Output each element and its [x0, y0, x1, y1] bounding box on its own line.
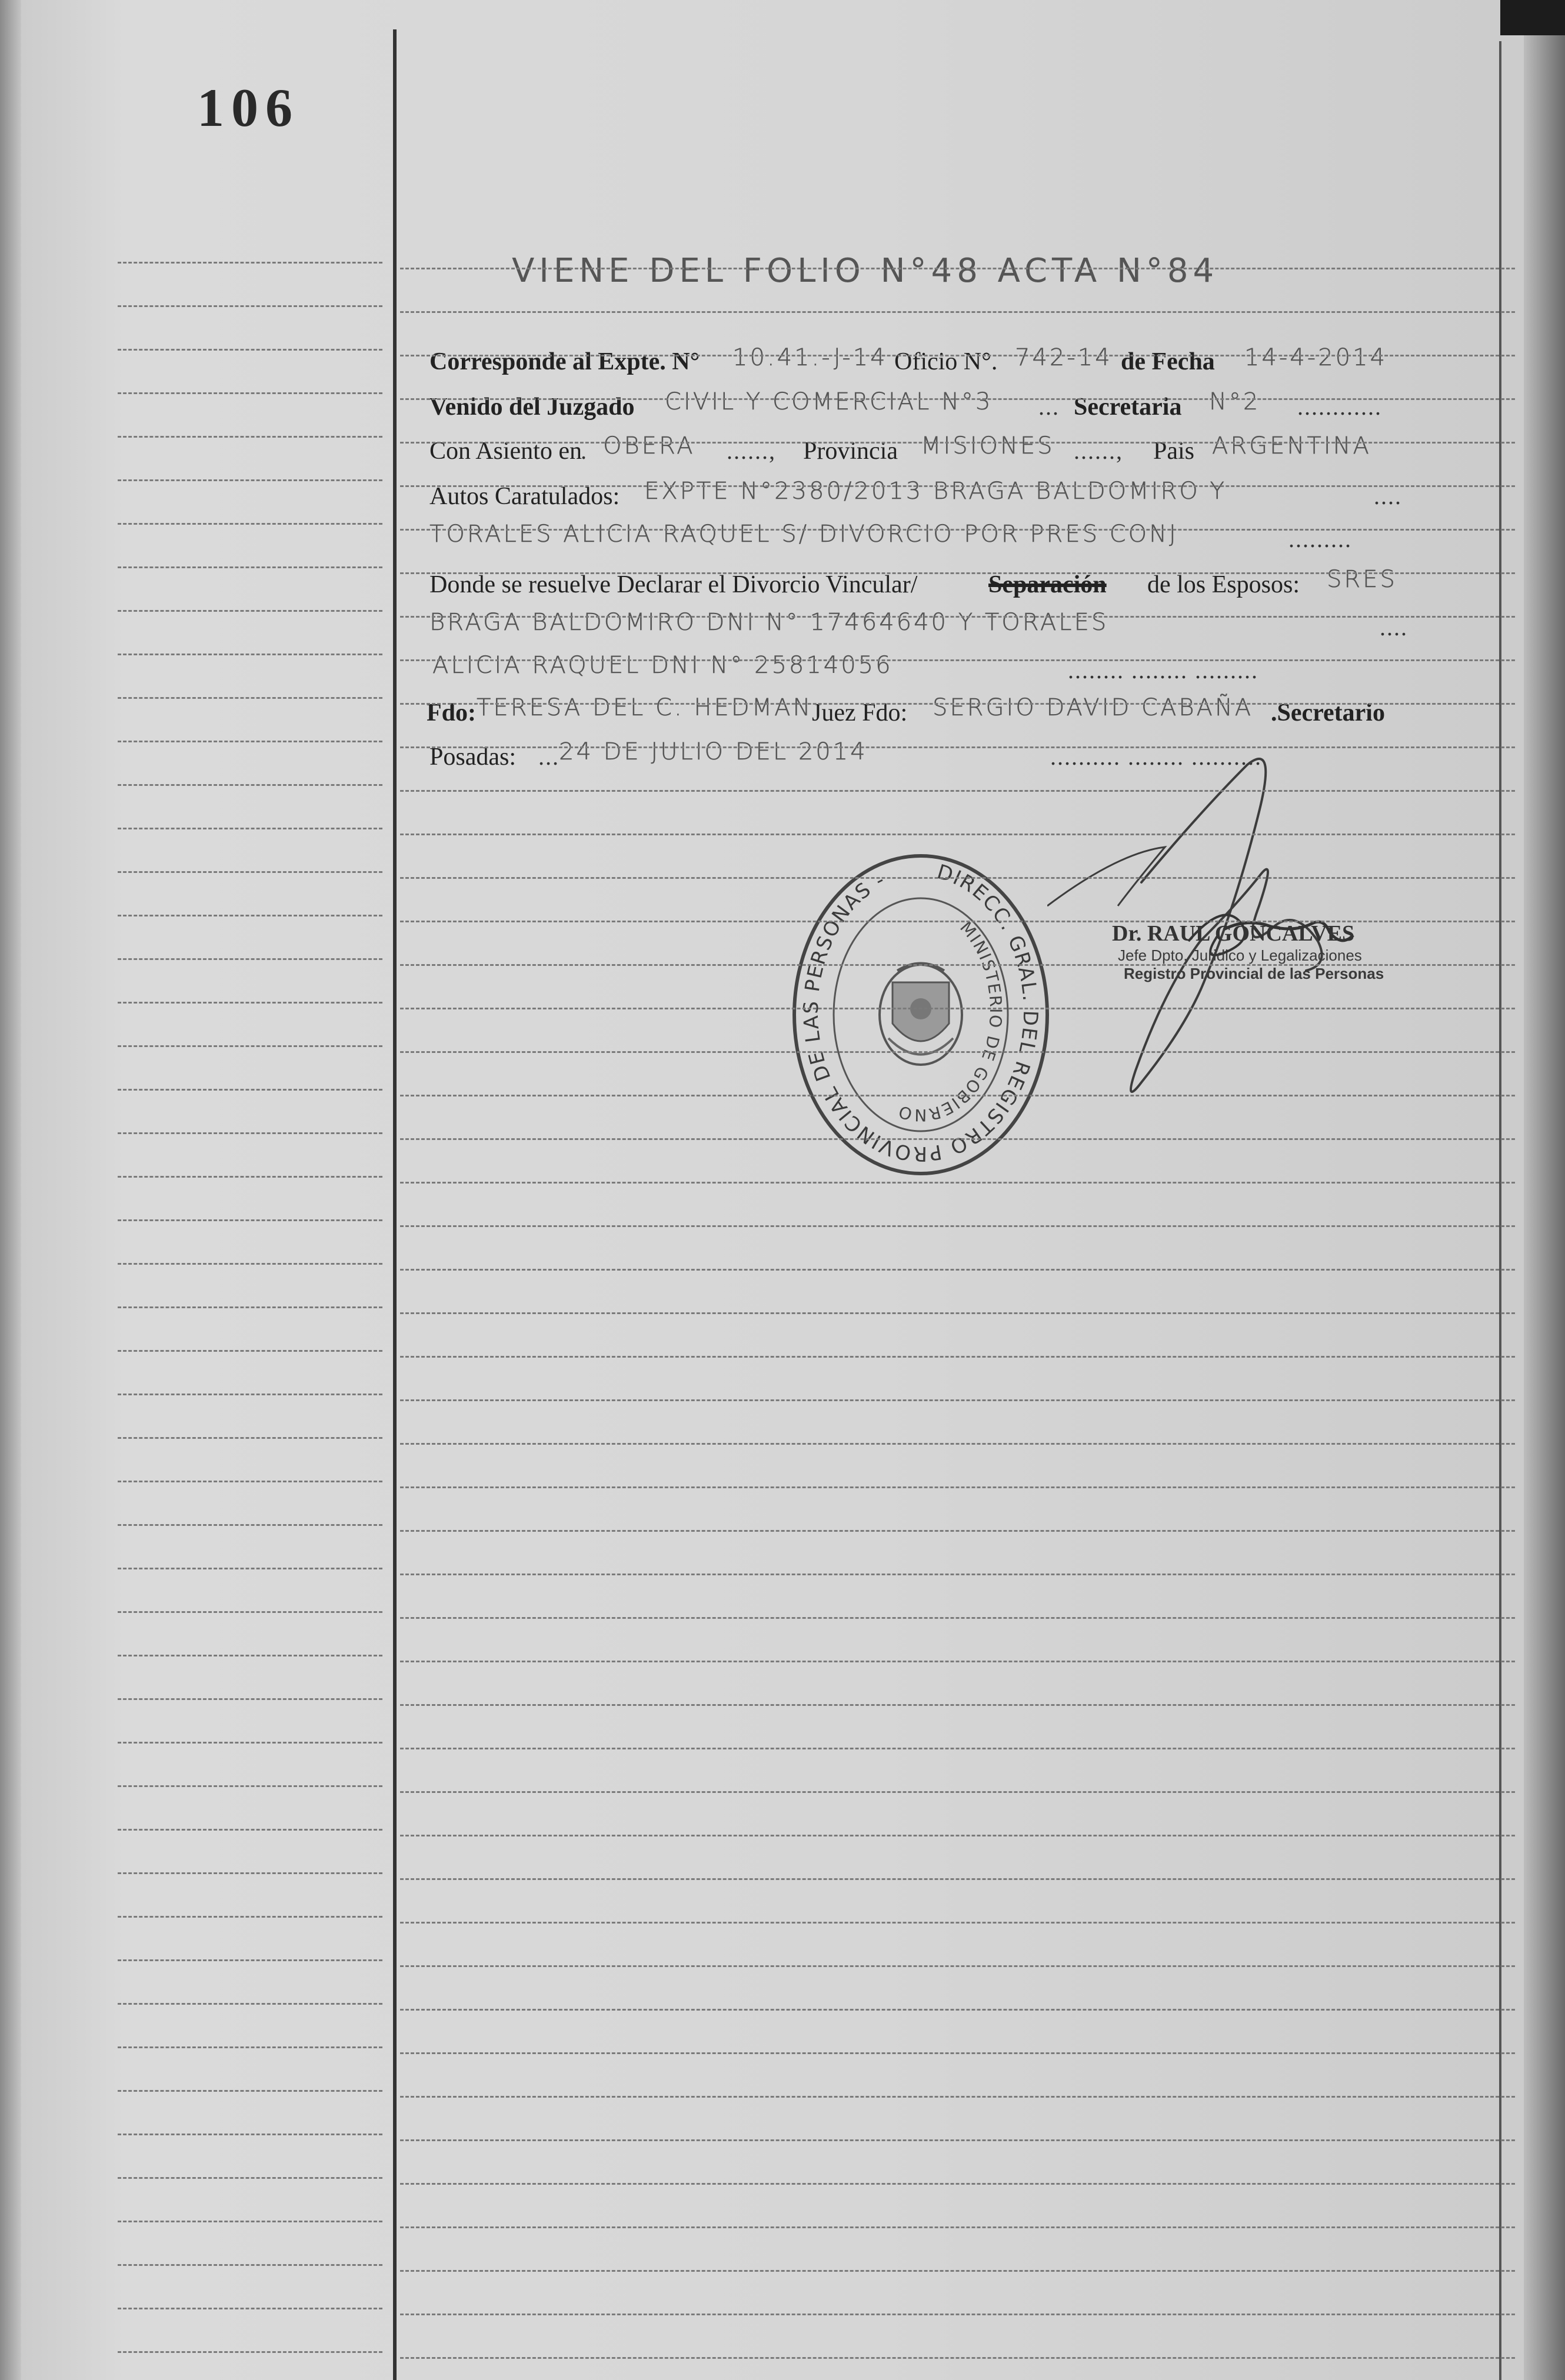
autos-value-line2: TORALES ALICIA RAQUEL S/ DIVORCIO POR PRES CONJ — [429, 521, 1178, 548]
ruled-line-right — [400, 2226, 1515, 2228]
ruled-line-right — [400, 877, 1515, 879]
ruled-line-left — [118, 1219, 382, 1221]
ruled-line-left — [118, 436, 382, 438]
ruled-line-right — [400, 572, 1515, 574]
ruled-line-left — [118, 741, 382, 742]
ruled-line-left — [118, 1742, 382, 1744]
ruled-line-right — [400, 834, 1515, 835]
ruled-line-right — [400, 1312, 1515, 1314]
ruled-line-left — [118, 2046, 382, 2048]
ruled-line-right — [400, 485, 1515, 487]
ruled-line-left — [118, 871, 382, 873]
ruled-line-left — [118, 479, 382, 481]
stamp-outer-text: DIRECC. GRAL. DEL REGISTRO PROVINCIAL DE LAS PERSONAS - — [799, 860, 1043, 1166]
oficio-value: 742-14 — [1015, 344, 1113, 371]
ruled-line-left — [118, 958, 382, 960]
ruled-line-right — [400, 1661, 1515, 1662]
ruled-line-left — [118, 1132, 382, 1134]
page-corner-shadow — [1500, 0, 1565, 35]
ruled-line-right — [400, 1008, 1515, 1009]
line-autos-2: TORALES ALICIA RAQUEL S/ DIVORCIO POR PRES CONJ ......... — [429, 521, 1352, 552]
ruled-line-left — [118, 2177, 382, 2179]
fdo-juez-label: Juez Fdo: — [812, 699, 908, 726]
ruled-line-left — [118, 1568, 382, 1569]
line-donde — [427, 566, 1439, 601]
ruled-line-left — [118, 1437, 382, 1439]
fecha-value: 14-4-2014 — [1244, 344, 1388, 371]
ruled-line-right — [400, 1486, 1515, 1488]
ruled-line-right — [400, 616, 1515, 618]
juzgado-value: CIVIL Y COMERCIAL N°3 — [665, 388, 993, 415]
ruled-line-left — [118, 654, 382, 655]
ruled-line-left — [118, 1350, 382, 1352]
line-juzgado: Venido del Juzgado CIVIL Y COMERCIAL N°3 ... Secretaria N°2 ............ — [429, 388, 1382, 421]
ruled-line-right — [400, 1878, 1515, 1880]
fdo-secretario-value: SERGIO DAVID CABAÑA — [933, 694, 1254, 721]
asiento-label: Con Asiento en — [429, 438, 582, 465]
oficio-label: Oficio N°. — [894, 348, 998, 375]
folio-number: 106 — [197, 78, 299, 138]
posadas-label: Posadas: — [429, 744, 516, 771]
ruled-line-left — [118, 2308, 382, 2309]
ruled-line-left — [118, 828, 382, 829]
page-left-edge — [0, 0, 21, 2380]
ruled-line-left — [118, 2134, 382, 2135]
ruled-line-left — [118, 349, 382, 351]
fdo-juez-value: TERESA DEL C. HEDMAN — [477, 694, 813, 721]
esposos-value-line2: ALICIA RAQUEL DNI N° 25814056 — [432, 652, 893, 679]
ruled-line-left — [118, 1785, 382, 1787]
ruled-line-right — [400, 790, 1515, 792]
ruled-line-right — [400, 1748, 1515, 1749]
ruled-line-right — [400, 1225, 1515, 1227]
ruled-line-left — [118, 784, 382, 786]
fdo-secretario-label: .Secretario — [1271, 699, 1385, 726]
ruled-line-right — [400, 1574, 1515, 1575]
posadas-value: 24 DE JULIO DEL 2014 — [559, 738, 868, 765]
ruled-line-right — [400, 1617, 1515, 1619]
line-corresponde — [427, 344, 1439, 379]
ruled-line-right — [400, 703, 1515, 705]
ruled-line-left — [118, 2090, 382, 2092]
line-autos: Autos Caratulados: EXPTE N°2380/2013 BRAGA BALDOMIRO Y .... — [429, 478, 1402, 510]
donde-struck: Separación — [988, 571, 1107, 598]
ruled-line-right — [400, 746, 1515, 748]
ruled-line-right — [400, 2314, 1515, 2315]
ruled-line-left — [118, 566, 382, 568]
ruled-line-left — [118, 2003, 382, 2005]
signature-block — [1112, 921, 1384, 983]
ruled-line-left — [118, 1872, 382, 1874]
ruled-line-right — [400, 1791, 1515, 1793]
ruled-line-right — [400, 1051, 1515, 1053]
official-seal-stamp — [785, 847, 1056, 1182]
line-posadas: Posadas: ... 24 DE JULIO DEL 2014 .......... ........ .......... — [429, 738, 1262, 771]
ruled-line-right — [400, 2009, 1515, 2011]
ruled-line-left — [118, 1002, 382, 1004]
ruled-line-left — [118, 1655, 382, 1656]
page-right-edge — [1524, 0, 1565, 2380]
signer-title: Jefe Dpto. Juridico y Legalizaciones — [1118, 946, 1362, 964]
ruled-line-left — [118, 1611, 382, 1613]
ruled-line-right — [400, 1443, 1515, 1445]
ruled-line-right — [400, 2183, 1515, 2185]
coat-of-arms-icon — [880, 964, 962, 1065]
provincia-label: Provincia — [803, 438, 898, 465]
right-margin-rule — [1499, 41, 1501, 2380]
ruled-line-left — [118, 610, 382, 612]
secretaria-label: Secretaria — [1074, 394, 1182, 421]
margin-rule — [393, 29, 397, 2380]
ruled-line-right — [400, 1269, 1515, 1271]
ruled-line-right — [400, 1182, 1515, 1184]
ruled-line-left — [118, 1176, 382, 1178]
ruled-line-right — [400, 2357, 1515, 2359]
ruled-line-left — [118, 1089, 382, 1091]
secretaria-value: N°2 — [1209, 388, 1261, 415]
ruled-line-left — [118, 523, 382, 525]
provincia-value: MISIONES — [921, 432, 1055, 459]
ruled-line-right — [400, 921, 1515, 922]
ruled-line-right — [400, 311, 1515, 313]
ruled-line-left — [118, 1916, 382, 1918]
ruled-line-right — [400, 529, 1515, 531]
autos-label: Autos Caratulados: — [429, 483, 620, 510]
ruled-line-right — [400, 355, 1515, 356]
ruled-line-left — [118, 1481, 382, 1482]
ruled-line-left — [118, 305, 382, 307]
ruled-line-right — [400, 2052, 1515, 2054]
ruled-line-left — [118, 2264, 382, 2266]
ruled-line-right — [400, 659, 1515, 661]
ruled-line-left — [118, 2221, 382, 2222]
ruled-line-right — [400, 1835, 1515, 1836]
ruled-line-right — [400, 1399, 1515, 1401]
ruled-line-right — [400, 2139, 1515, 2141]
ruled-line-right — [400, 2270, 1515, 2272]
ruled-line-right — [400, 1704, 1515, 1706]
ruled-line-right — [400, 1138, 1515, 1140]
line-fdo — [427, 694, 1439, 729]
ruled-line-right — [400, 1530, 1515, 1532]
fecha-label: de Fecha — [1121, 348, 1215, 375]
stamp-inner-text: MINISTERIO DE GOBIERNO — [895, 918, 1006, 1125]
corresponde-value: 10.41.-J-14 — [732, 344, 888, 371]
signer-name: Dr. RAUL GONCALVES — [1112, 921, 1355, 946]
ruled-line-right — [400, 2096, 1515, 2098]
line-esposos-1: BRAGA BALDOMIRO DNI N° 17464640 Y TORALES .... — [429, 609, 1408, 641]
ruled-line-right — [400, 398, 1515, 400]
ruled-line-right — [400, 1095, 1515, 1096]
ruled-line-left — [118, 1306, 382, 1308]
ruled-line-left — [118, 1698, 382, 1700]
corresponde-label: Corresponde al Expte. N° — [429, 348, 700, 375]
ruled-line-left — [118, 1829, 382, 1831]
signature-scribble — [1047, 729, 1377, 1106]
ruled-line-left — [118, 1524, 382, 1526]
asiento-value: OBERA — [603, 432, 695, 459]
esposos-value-line1: BRAGA BALDOMIRO DNI N° 17464640 Y TORALES — [429, 609, 1109, 636]
ruled-line-left — [118, 392, 382, 394]
pais-label: Pais — [1153, 438, 1195, 465]
ruled-line-left — [118, 1394, 382, 1395]
juzgado-label: Venido del Juzgado — [429, 394, 635, 421]
header-note: VIENE DEL FOLIO N°48 ACTA N°84 — [512, 252, 1219, 290]
ruled-line-right — [400, 1922, 1515, 1924]
ruled-line-right — [400, 964, 1515, 966]
signer-office: Registro Provincial de las Personas — [1124, 965, 1384, 982]
pais-value: ARGENTINA — [1212, 432, 1371, 459]
ruled-line-left — [118, 262, 382, 264]
line-asiento: Con Asiento en . OBERA ......, Provincia MISIONES ......, Pais ARGENTINA — [429, 432, 1371, 465]
ruled-line-right — [400, 1965, 1515, 1967]
ruled-line-left — [118, 1045, 382, 1047]
ruled-line-right — [400, 268, 1515, 269]
ruled-line-left — [118, 915, 382, 916]
ruled-line-left — [118, 2351, 382, 2353]
donde-value-after: SRES — [1327, 566, 1397, 593]
donde-label-post: de los Esposos: — [1147, 571, 1300, 598]
autos-value-line1: EXPTE N°2380/2013 BRAGA BALDOMIRO Y — [644, 478, 1227, 505]
fdo-label: Fdo: — [427, 699, 476, 726]
donde-label: Donde se resuelve Declarar el Divorcio Vincular/ — [429, 571, 918, 598]
line-esposos-2: ALICIA RAQUEL DNI N° 25814056 ........ ........ ......... — [432, 652, 1258, 684]
ruled-line-right — [400, 1356, 1515, 1358]
ruled-line-left — [118, 1263, 382, 1265]
ruled-line-left — [118, 1959, 382, 1961]
ruled-line-left — [118, 697, 382, 699]
ruled-line-right — [400, 442, 1515, 444]
